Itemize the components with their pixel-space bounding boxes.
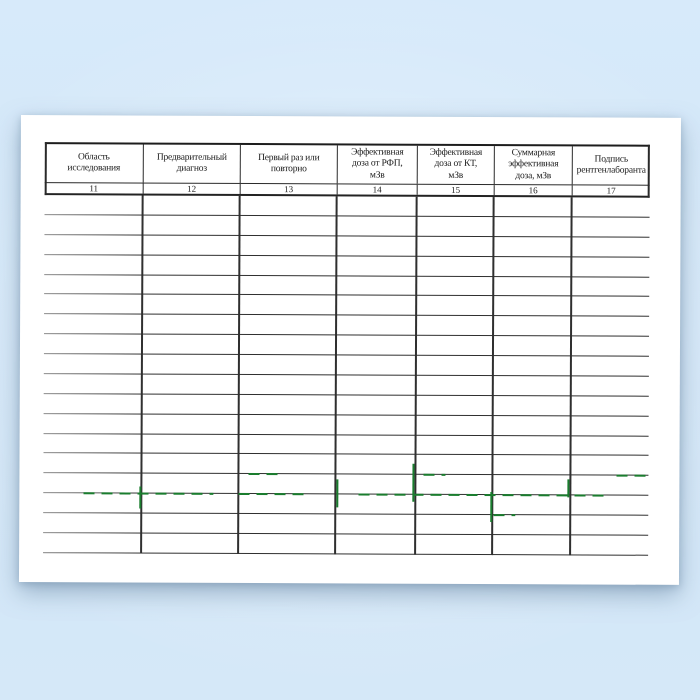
column-number: 12 bbox=[143, 184, 240, 194]
column-header-line: повторно bbox=[270, 164, 307, 175]
table-row bbox=[44, 255, 649, 278]
table-row bbox=[44, 334, 649, 357]
column-number: 15 bbox=[417, 185, 494, 195]
table-body bbox=[43, 195, 650, 556]
table-row bbox=[44, 235, 649, 258]
green-scan-mark bbox=[248, 473, 283, 475]
column-header-line: Эффективная bbox=[351, 147, 404, 158]
column-header-line: Подпись bbox=[594, 154, 629, 165]
column-header-line: мЗв bbox=[448, 170, 464, 181]
column-number: 11 bbox=[89, 183, 99, 194]
column-header bbox=[494, 146, 572, 184]
green-scan-mark bbox=[616, 475, 646, 477]
column-header bbox=[143, 145, 240, 183]
column-header-line: доза, мЗв bbox=[515, 170, 552, 182]
table-outer-border-right bbox=[648, 145, 650, 198]
green-scan-mark bbox=[567, 479, 569, 497]
table-header-row bbox=[45, 142, 650, 186]
table-row bbox=[44, 434, 649, 457]
column-header bbox=[572, 146, 650, 184]
column-number: 17 bbox=[572, 185, 650, 195]
column-number: 13 bbox=[240, 184, 337, 194]
table-row bbox=[44, 215, 649, 238]
table-header-block bbox=[45, 142, 650, 198]
green-scan-mark bbox=[139, 487, 141, 509]
green-scan-mark bbox=[336, 479, 338, 507]
table-row bbox=[44, 294, 649, 317]
table-row bbox=[44, 414, 649, 437]
column-header-line: мЗв bbox=[369, 170, 385, 181]
column-header-line: рентгенлаборанта bbox=[576, 165, 646, 176]
table-row bbox=[45, 195, 650, 218]
column-header-line: доза от КТ, bbox=[434, 159, 478, 170]
table-row bbox=[44, 275, 649, 298]
table-outer-border-left bbox=[45, 142, 47, 195]
table-row bbox=[44, 314, 649, 337]
table-row bbox=[43, 453, 648, 476]
table-row bbox=[43, 493, 648, 516]
column-header-line: диагноз bbox=[176, 163, 207, 174]
column-header-line: Первый раз или bbox=[258, 152, 320, 163]
column-header-line: Область bbox=[77, 151, 110, 162]
table-row bbox=[43, 513, 648, 536]
column-number: 16 bbox=[494, 185, 572, 195]
column-header-line: доза от РФП, bbox=[351, 158, 403, 169]
table-row bbox=[44, 354, 649, 377]
column-header bbox=[417, 146, 494, 184]
table-row bbox=[44, 394, 649, 417]
green-scan-mark bbox=[423, 474, 445, 476]
green-scan-mark bbox=[412, 464, 414, 502]
green-scan-mark bbox=[493, 514, 515, 516]
table-row bbox=[44, 374, 649, 397]
green-scan-mark bbox=[238, 493, 308, 495]
column-header-line: эффективная bbox=[508, 159, 559, 170]
table-row bbox=[43, 533, 648, 556]
column-header bbox=[240, 145, 337, 183]
column-number: 14 bbox=[337, 184, 417, 194]
column-header bbox=[45, 144, 143, 182]
dose-log-table bbox=[43, 142, 650, 556]
green-scan-mark bbox=[490, 492, 492, 522]
column-header-line: исследования bbox=[67, 163, 121, 174]
column-header-line: Эффективная bbox=[429, 147, 483, 158]
column-header-line: Предварительный bbox=[156, 152, 227, 163]
column-header bbox=[337, 145, 417, 183]
document-page bbox=[19, 115, 681, 585]
column-header-line: Суммарная bbox=[511, 147, 556, 159]
